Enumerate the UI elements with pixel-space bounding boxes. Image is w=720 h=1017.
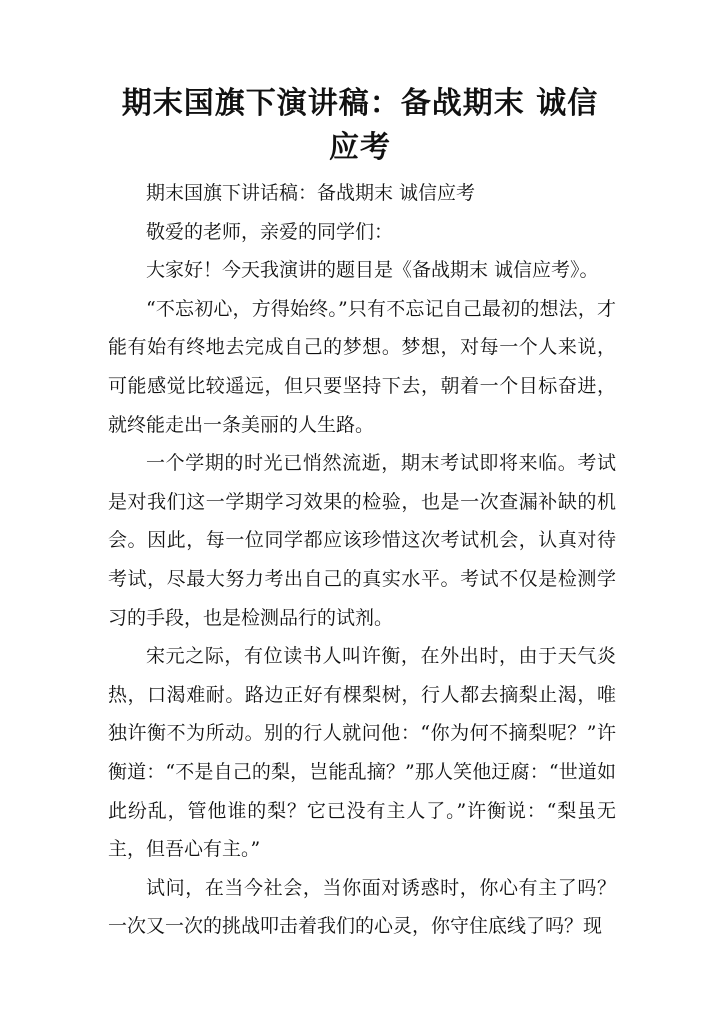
paragraph: 敬爱的老师，亲爱的同学们： <box>146 220 394 243</box>
paragraph: 期末国旗下讲话稿：备战期末 诚信应考 <box>146 182 476 204</box>
document-body <box>108 174 616 946</box>
paragraph: 大家好！今天我演讲的题目是《备战期末 诚信应考》。 <box>146 259 599 282</box>
document-title: 期末国旗下演讲稿：备战期末 诚信应考 <box>121 86 599 165</box>
paragraph: 试问，在当今社会，当你面对诱惑时，你心有主了吗？一次又一次的挑战叩击着我们的心灵，你守住底线了吗？现 <box>108 876 616 938</box>
paragraph: 宋元之际，有位读书人叫许衡，在外出时，由于天气炎热，口渴难耐。路边正好有棵梨树，行人都去摘梨止渴，唯独许衡不为所动。别的行人就问他：“你为何不摘梨呢？”许衡道：“不是自己的梨，岂能乱摘？”那人笑他迂腐：“世道如此纷乱，管他谁的梨？它已没有主人了。”许衡说：“梨虽无主，但吾心有主。” <box>108 645 616 861</box>
paragraph: “不忘初心，方得始终。”只有不忘记自己最初的想法，才能有始有终地去完成自己的梦想。梦想，对每一个人来说，可能感觉比较遥远，但只要坚持下去，朝着一个目标奋进，就终能走出一条美丽的人生路。 <box>108 297 616 436</box>
paragraph: 一个学期的时光已悄然流逝，期末考试即将来临。考试是对我们这一学期学习效果的检验，也是一次查漏补缺的机会。因此，每一位同学都应该珍惜这次考试机会，认真对待考试，尽最大努力考出自己的真实水平。考试不仅是检测学习的手段，也是检测品行的试剂。 <box>108 452 616 629</box>
